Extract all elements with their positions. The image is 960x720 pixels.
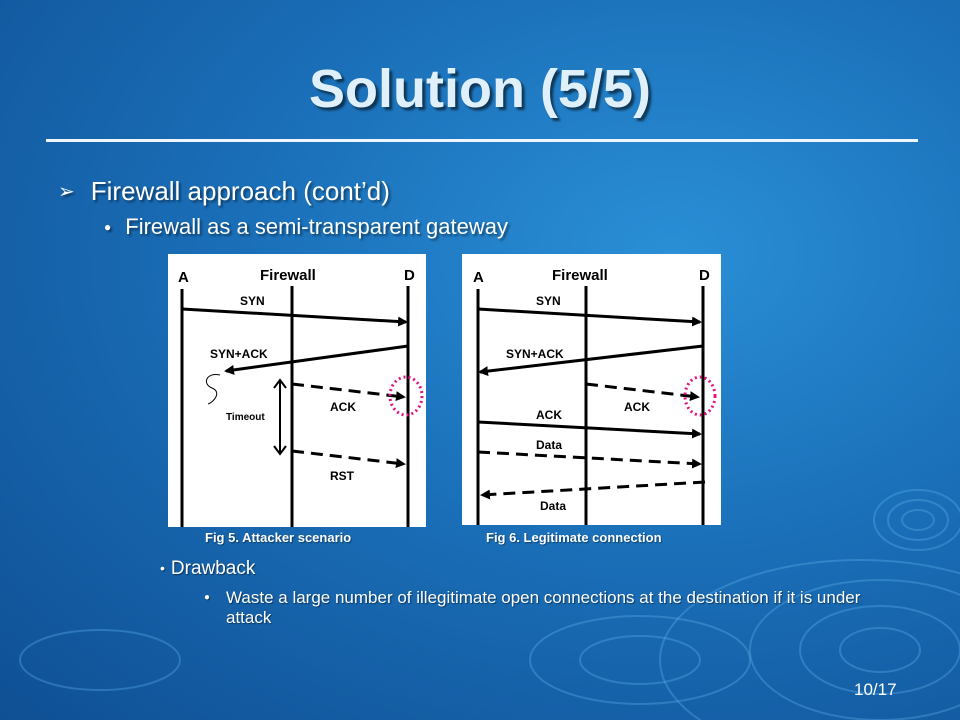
firewall-label: Firewall (260, 267, 316, 284)
data-response-label: Data (540, 499, 567, 513)
page-number: 10/17 (854, 680, 897, 699)
syn-arrow (478, 309, 700, 322)
bullet-level1 (58, 176, 390, 207)
timeout-label: Timeout (226, 412, 265, 423)
host-a-label: A (178, 269, 189, 286)
host-a-label: A (473, 269, 484, 286)
figure-attacker-scenario (168, 254, 426, 527)
bullet-level2-text: Firewall as a semi-transparent gateway (125, 214, 508, 239)
slide-title: Solution (5/5) (309, 59, 651, 119)
bullet-drawback-detail (204, 588, 904, 628)
bullet-drawback-detail-text: Waste a large number of illegitimate open connections at the destination if it is under attack (226, 588, 861, 627)
rst-arrow (292, 451, 404, 464)
ack-arrow (292, 384, 404, 397)
syn-arrow (182, 309, 406, 322)
bullet-level2 (104, 214, 508, 240)
rst-label: RST (330, 469, 354, 483)
data-response-arrow (482, 482, 705, 495)
figure5-caption: Fig 5. Attacker scenario (205, 530, 352, 545)
data-request-label: Data (536, 438, 563, 452)
data-request-arrow (478, 452, 700, 464)
bullet-level1-text: Firewall approach (cont’d) (90, 176, 390, 206)
squiggle-icon (206, 375, 220, 404)
arrow-bullet-icon: ➢ (58, 181, 75, 203)
dot-bullet-icon: • (160, 560, 165, 576)
dot-bullet-icon: ● (104, 220, 112, 234)
bullet-drawback (160, 558, 255, 580)
syn-label: SYN (240, 294, 265, 308)
synack-label: SYN+ACK (506, 347, 564, 361)
dot-bullet-icon: ● (204, 592, 211, 603)
host-d-label: D (404, 267, 415, 284)
synack-label: SYN+ACK (210, 347, 268, 361)
firewall-label: Firewall (552, 267, 608, 284)
title-divider (46, 139, 918, 142)
figure6-caption: Fig 6. Legitimate connection (486, 530, 662, 545)
syn-label: SYN (536, 294, 561, 308)
ack-label: ACK (536, 408, 562, 422)
ack-fw-arrow (586, 384, 698, 397)
host-d-label: D (699, 267, 710, 284)
figure-legitimate-connection (462, 254, 721, 525)
ack-label: ACK (330, 400, 356, 414)
bullet-drawback-text: Drawback (170, 558, 256, 579)
ack-arrow (478, 422, 700, 434)
ack-fw-label: ACK (624, 400, 650, 414)
